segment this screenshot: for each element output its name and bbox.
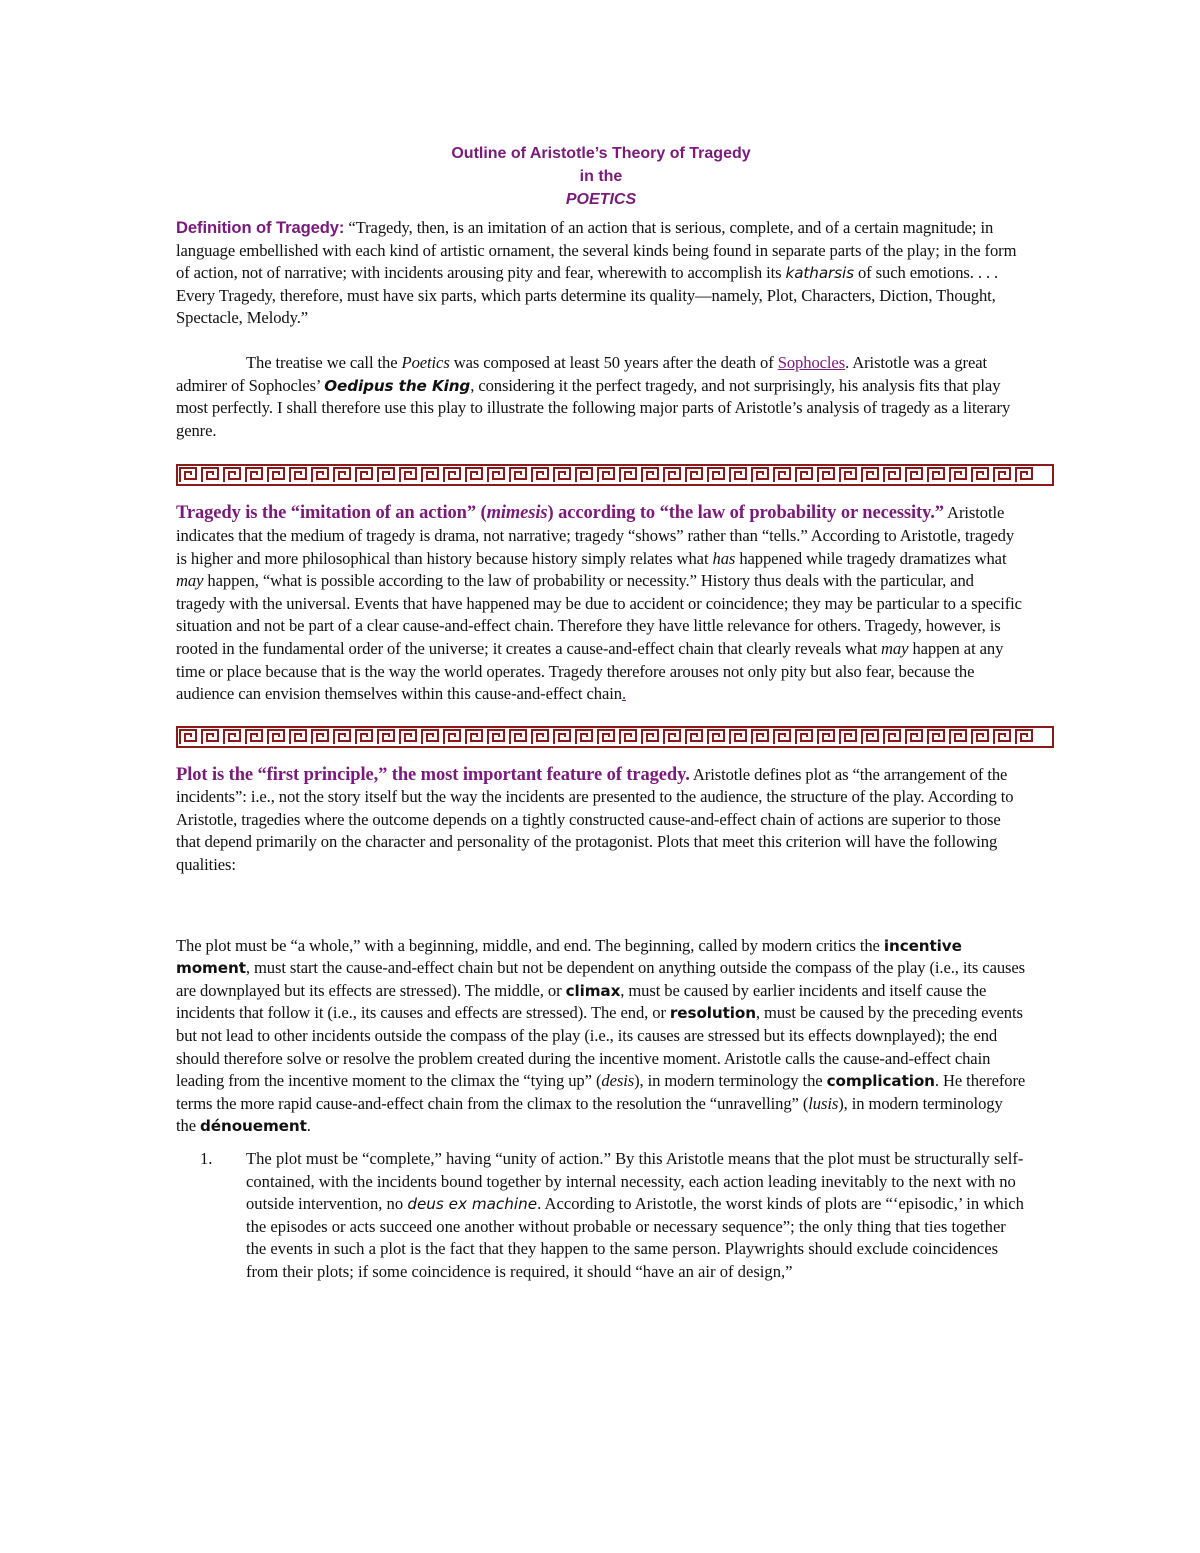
key-motif bbox=[334, 468, 350, 482]
key-motif bbox=[708, 468, 724, 482]
key-motif bbox=[554, 468, 570, 482]
whole-text-g: ), in modern terminology the bbox=[176, 1093, 1003, 1136]
key-motif bbox=[488, 468, 504, 482]
plot-heading: Plot is the “first principle,” the most important feature of tragedy. bbox=[176, 764, 690, 785]
key-motif bbox=[840, 730, 856, 744]
key-motif bbox=[818, 468, 834, 482]
definition-label: Definition of Tragedy: bbox=[176, 218, 345, 237]
lusis-term: lusis bbox=[808, 1093, 839, 1113]
key-motif bbox=[884, 468, 900, 482]
mimesis-text-a: Aristotle indicates that the medium of tragedy is drama, not narrative; tragedy “shows” rather than “tells.” According to Aristotle, tragedy is higher and more philosophical than history because history simply relates what bbox=[176, 503, 1015, 568]
key-motif bbox=[488, 730, 504, 744]
mimesis-heading-a: Tragedy is the “imitation of an action” ( bbox=[176, 503, 487, 524]
key-motif bbox=[400, 730, 416, 744]
key-motif bbox=[246, 468, 262, 482]
greek-key-divider-2 bbox=[176, 726, 1054, 748]
key-motif bbox=[598, 730, 614, 744]
key-motif bbox=[532, 468, 548, 482]
key-motif bbox=[664, 468, 680, 482]
key-motif bbox=[466, 468, 482, 482]
key-motif bbox=[994, 730, 1010, 744]
key-motif bbox=[510, 468, 526, 482]
key-motif bbox=[950, 468, 966, 482]
whole-text-a: The plot must be “a whole,” with a beginning, middle, and end. The beginning, called by modern critics the bbox=[176, 935, 884, 955]
key-motif bbox=[180, 730, 196, 744]
sophocles-link[interactable]: Sophocles bbox=[777, 352, 846, 372]
key-motif bbox=[686, 730, 702, 744]
key-motif bbox=[994, 468, 1010, 482]
whole-text-h: . bbox=[306, 1116, 311, 1136]
incentive-term: incentive moment bbox=[176, 936, 962, 978]
key-motif bbox=[554, 730, 570, 744]
key-motif bbox=[598, 468, 614, 482]
key-motif bbox=[774, 730, 790, 744]
key-motif bbox=[862, 468, 878, 482]
key-motif bbox=[840, 468, 856, 482]
key-motif bbox=[862, 730, 878, 744]
key-motif bbox=[796, 730, 812, 744]
key-motif bbox=[972, 730, 988, 744]
key-motif bbox=[312, 468, 328, 482]
key-motif bbox=[576, 730, 592, 744]
key-motif bbox=[752, 730, 768, 744]
key-motif bbox=[444, 730, 460, 744]
mimesis-text-d: happen at any time or place because that is the way the world operates. Tragedy therefore arouses not only pity but also fear, because the audience can envision themselves within this cause-and-effect chain bbox=[176, 638, 1004, 704]
key-motif bbox=[730, 468, 746, 482]
treatise-text-c: . Aristotle was a great admirer of Sophocles’ bbox=[176, 352, 987, 395]
key-motif bbox=[576, 468, 592, 482]
key-motif bbox=[224, 468, 240, 482]
treatise-text-d: , considering it the perfect tragedy, and not surprisingly, his analysis fits that play most perfectly. I shall therefore use this play to illustrate the following major parts of Aristotle’s analysis of tragedy as a literary genre. bbox=[176, 375, 1011, 440]
key-motif bbox=[906, 730, 922, 744]
key-motif bbox=[422, 468, 438, 482]
has-term: has bbox=[712, 548, 736, 568]
key-motif bbox=[400, 468, 416, 482]
oedipus-title: Oedipus the King bbox=[324, 376, 471, 395]
key-motif bbox=[202, 468, 218, 482]
definition-text-a: “Tragedy, then, is an imitation of an action that is serious, complete, and of a certain magnitude; in language embellished with each kind of artistic ornament, the several kinds being found in separate parts of the play; in the form of action, not of narrative; with incidents arousing pity and fear, wherewith to accomplish its bbox=[176, 218, 1017, 283]
complication-term: complication bbox=[826, 1072, 935, 1091]
treatise-paragraph bbox=[176, 352, 1026, 442]
key-motif bbox=[356, 468, 372, 482]
title-line-2: in the bbox=[579, 168, 623, 185]
treatise-text-b: was composed at least 50 years after the death of bbox=[449, 352, 778, 372]
key-motif bbox=[290, 730, 306, 744]
key-motif bbox=[466, 730, 482, 744]
greek-key-divider bbox=[176, 464, 1054, 486]
key-motif bbox=[906, 468, 922, 482]
key-motif bbox=[1016, 730, 1032, 744]
key-motif bbox=[620, 468, 636, 482]
key-motif bbox=[312, 730, 328, 744]
may-term: may bbox=[176, 571, 204, 591]
key-motif bbox=[664, 730, 680, 744]
whole-paragraph bbox=[176, 935, 1026, 1138]
key-motif bbox=[334, 730, 350, 744]
list-text-a: The plot must be “complete,” having “unity of action.” By this Aristotle means that the plot must be structurally self-contained, with the incidents bound together by internal necessity, each action leading inevitably to the next with no outside intervention, no bbox=[246, 1149, 1024, 1214]
key-motif bbox=[796, 468, 812, 482]
title-line-3: POETICS bbox=[565, 191, 637, 208]
key-motif bbox=[928, 468, 944, 482]
key-motif bbox=[268, 730, 284, 744]
key-motif bbox=[246, 730, 262, 744]
key-motif bbox=[730, 730, 746, 744]
resolution-term: resolution bbox=[669, 1004, 756, 1023]
list-text-b: . According to Aristotle, the worst kinds of plots are “‘episodic,’ in which the episodes or acts succeed one another without probable or necessary sequence”; the only thing that ties together the events in such a plot is the fact that they happen to the same person. Playwrights should exclude coincidences from their plots; if some coincidence is required, it should “have an air of design,” bbox=[246, 1194, 1024, 1281]
key-motif bbox=[642, 468, 658, 482]
whole-text-c: , must be caused by earlier incidents and itself cause the incidents that follow it (i.e., its causes and effects are stressed). The end, or bbox=[176, 980, 987, 1023]
key-motif bbox=[180, 468, 196, 482]
key-motif bbox=[884, 730, 900, 744]
katharsis-term: katharsis bbox=[785, 264, 854, 283]
page-title bbox=[176, 142, 1026, 211]
may-term-2: may bbox=[881, 638, 909, 658]
key-motif bbox=[620, 730, 636, 744]
list-number: 1. bbox=[200, 1149, 213, 1168]
definition-text-b: of such emotions. . . . Every Tragedy, therefore, must have six parts, which parts determine its quality—namely, Plot, Characters, Diction, Thought, Spectacle, Melody.” bbox=[176, 263, 999, 328]
key-motif bbox=[224, 730, 240, 744]
treatise-text-a: The treatise we call the bbox=[246, 352, 402, 372]
key-motif bbox=[774, 468, 790, 482]
list-item bbox=[176, 1148, 1026, 1284]
climax-term: climax bbox=[565, 981, 621, 1000]
key-motif bbox=[532, 730, 548, 744]
plot-paragraph bbox=[176, 764, 1026, 877]
desis-term: desis bbox=[601, 1071, 635, 1091]
key-motif bbox=[972, 468, 988, 482]
mimesis-text-c: happen, “what is possible according to the law of probability or necessity.” History thus deals with the particular, and tragedy with the universal. Events that have happened may be due to accident or coincidence; they may be particular to a specific situation and not be part of a clear cause-and-effect chain. Therefore they have little relevance for others. Tragedy, however, is rooted in the fundamental order of the universe; it creates a cause-and-effect chain that clearly reveals what bbox=[176, 571, 1022, 658]
key-motif bbox=[268, 468, 284, 482]
key-motif bbox=[510, 730, 526, 744]
deus-term: deus ex machine bbox=[407, 1195, 538, 1214]
key-motif bbox=[928, 730, 944, 744]
whole-text-b: , must start the cause-and-effect chain but not be dependent on anything outside the compass of the play (i.e., its causes are downplayed but its effects are stressed). The middle, or bbox=[176, 958, 1026, 1000]
qualities-list bbox=[176, 1148, 1026, 1284]
key-motif bbox=[752, 468, 768, 482]
definition-paragraph bbox=[176, 217, 1026, 330]
key-motif bbox=[818, 730, 834, 744]
whole-text-e: ), in modern terminology the bbox=[634, 1071, 827, 1091]
whole-text-f: . He therefore terms the more rapid cause-and-effect chain from the climax to the resolution the “unravelling” ( bbox=[176, 1071, 1026, 1113]
mimesis-heading-b: ) according to “the law of probability or necessity.” bbox=[547, 503, 944, 524]
key-motif bbox=[422, 730, 438, 744]
key-motif bbox=[708, 730, 724, 744]
key-motif bbox=[356, 730, 372, 744]
footnote-link[interactable]: . bbox=[621, 684, 626, 704]
poetics-term: Poetics bbox=[401, 352, 450, 372]
key-motif bbox=[686, 468, 702, 482]
key-motif bbox=[290, 468, 306, 482]
key-motif bbox=[950, 730, 966, 744]
key-motif bbox=[378, 730, 394, 744]
key-motif bbox=[202, 730, 218, 744]
mimesis-paragraph bbox=[176, 502, 1026, 705]
mimesis-text-b: happened while tragedy dramatizes what bbox=[735, 548, 1007, 568]
key-motif bbox=[444, 468, 460, 482]
whole-text-d: , must be caused by the preceding events but not lead to other incidents outside the compass of the play (i.e., its causes are stressed but its effects downplayed); the end should therefore solve or resolve the problem created during the incentive moment. Aristotle calls the cause-and-effect chain leading from the incentive moment to the climax the “tying up” ( bbox=[176, 1003, 1023, 1091]
title-line-1: Outline of Aristotle’s Theory of Tragedy bbox=[451, 145, 751, 162]
plot-text: Aristotle defines plot as “the arrangement of the incidents”: i.e., not the story itself but the way the incidents are presented to the audience, the structure of the play. According to Aristotle, tragedies where the outcome depends on a tightly constructed cause-and-effect chain of actions are superior to those that depend primarily on the character and personality of the protagonist. Plots that meet this criterion will have the following qualities: bbox=[176, 764, 1014, 875]
key-motif bbox=[378, 468, 394, 482]
key-motif bbox=[642, 730, 658, 744]
key-motif bbox=[1016, 468, 1032, 482]
document-body bbox=[176, 142, 1026, 1284]
denouement-term: dénouement bbox=[200, 1117, 307, 1136]
mimesis-term: mimesis bbox=[486, 503, 548, 524]
